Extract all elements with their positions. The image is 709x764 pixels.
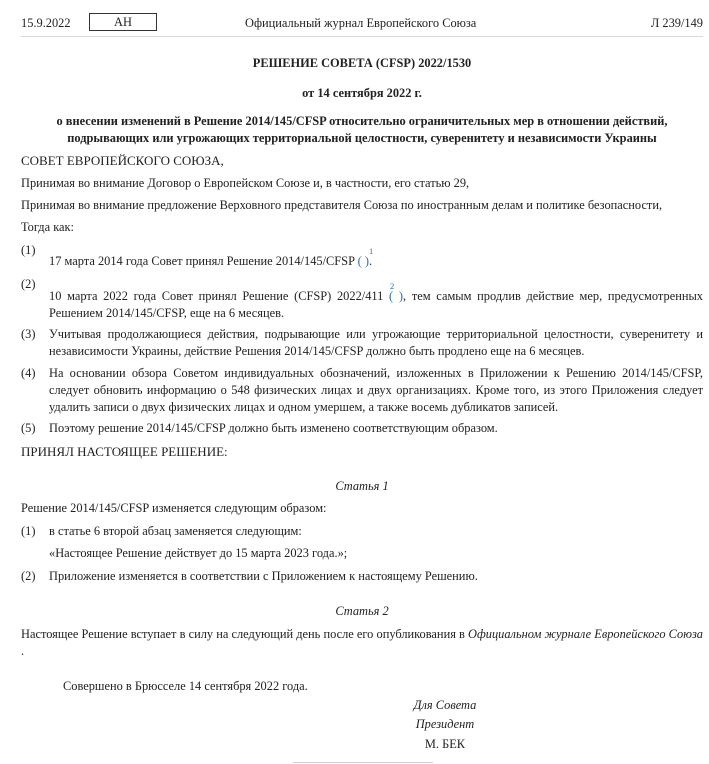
decision-title: РЕШЕНИЕ СОВЕТА (CFSP) 2022/1530 <box>252 56 472 70</box>
recital-text: Учитывая продолжающиеся действия, подрывающие или угрожающие территориальной целостности, суверенитету и независимости Украины, действие Решения 2014/145/CFSP должно быть продлено еще на 6 месяцев. <box>49 327 703 358</box>
adopted-line: ПРИНЯЛ НАСТОЯЩЕЕ РЕШЕНИЕ: <box>21 444 228 459</box>
recital-text: 10 марта 2022 года Совет принял Решение (CFSP) 2022/411 ( ), тем самым продлив действие мер, предусмотренных Решением 2014/145/CFSP, еще на 6 месяцев. <box>49 289 703 320</box>
footnote-link[interactable]: ( ) <box>389 289 404 303</box>
recital-number: (2) <box>21 277 36 291</box>
recital-text: 17 марта 2014 года Совет принял Решение 2014/145/CFSP ( ). <box>49 254 373 268</box>
recital-treaty: Принимая во внимание Договор о Европейском Союзе и, в частности, его статью 29, <box>21 176 470 190</box>
whereas-label: Тогда как: <box>21 220 74 234</box>
footnote-link[interactable]: ( ) <box>357 254 369 268</box>
signature-role: Президент <box>415 717 475 731</box>
signature-name: М. БЕК <box>424 737 466 751</box>
article-1-title: Статья 1 <box>335 479 389 493</box>
journal-name: Официальном журнале Европейского Союза <box>468 627 703 641</box>
article-quote: «Настоящее Решение действует до 15 марта 2023 года.»; <box>49 546 348 560</box>
article-point-text: Приложение изменяется в соответствии с Приложением к настоящему Решению. <box>49 569 478 583</box>
journal-title: Официальный журнал Европейского Союза <box>245 16 477 30</box>
footnote-divider <box>293 762 433 763</box>
recital-proposal: Принимая во внимание предложение Верховного представителя Союза по иностранным делам и политике безопасности, <box>21 198 663 212</box>
signature-for: Для Совета <box>413 698 477 712</box>
recital-number: (3) <box>21 327 36 341</box>
decision-date: от 14 сентября 2022 г. <box>302 86 422 100</box>
decision-heading-line1: о внесении изменений в Решение 2014/145/CFSP относительно ограничительных мер в отношении действий, <box>56 114 668 128</box>
language-badge[interactable]: AH <box>89 13 157 31</box>
journal-header <box>21 10 703 37</box>
recital-number: (1) <box>21 243 36 257</box>
article-point-number: (2) <box>21 569 36 583</box>
decision-heading-line2: подрывающих или угрожающих территориальной целостности, суверенитету и независимости Украины <box>67 131 657 145</box>
footnote-number[interactable]: 1 <box>369 246 374 256</box>
article-2-text: Настоящее Решение вступает в силу на следующий день после его опубликования в Официальном журнале Европейского Союза . <box>21 627 703 658</box>
council-line: СОВЕТ ЕВРОПЕЙСКОГО СОЮЗА, <box>21 153 224 168</box>
recital-text: На основании обзора Советом индивидуальных обозначений, изложенных в Приложении к Решению 2014/145/CFSP, следует обновить информацию о 548 физических лицах и двух организациях. Кроме того, из этого Приложения следует удалить записи о двух физических лицах и одном умершем, а также восемь дубликатов записей. <box>49 366 703 414</box>
footnote-number[interactable]: 2 <box>390 281 395 291</box>
recital-number: (5) <box>21 421 36 435</box>
header-date: 15.9.2022 <box>21 16 71 30</box>
recital-number: (4) <box>21 366 36 380</box>
recital-text: Поэтому решение 2014/145/CFSP должно быть изменено соответствующим образом. <box>49 421 498 435</box>
article-2-title: Статья 2 <box>335 604 389 618</box>
article-point-text: в статье 6 второй абзац заменяется следующим: <box>49 524 302 538</box>
done-at: Совершено в Брюсселе 14 сентября 2022 года. <box>63 679 308 693</box>
header-page-ref: Л 239/149 <box>650 16 703 30</box>
article-1-intro: Решение 2014/145/CFSP изменяется следующим образом: <box>21 501 327 515</box>
article-point-number: (1) <box>21 524 36 538</box>
